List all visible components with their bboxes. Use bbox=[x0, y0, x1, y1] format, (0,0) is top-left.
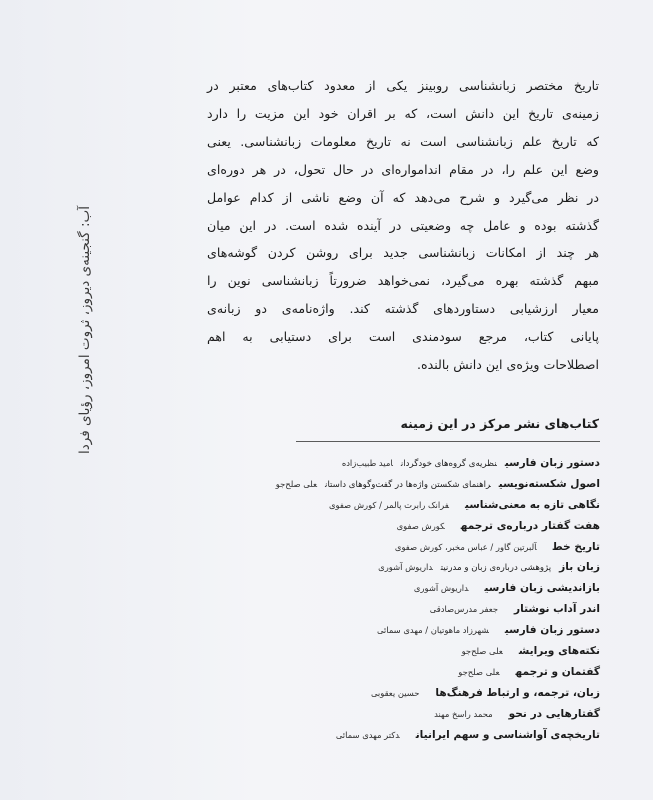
paragraph-line: زمینه‌ی تاریخ این دانش است، که بر اقران خود این مزیت را دارد bbox=[207, 105, 599, 121]
book-author: کورش صفوی bbox=[396, 520, 445, 531]
book-title: تاریخچه‌ی آواشناسی و سهم ایرانیان bbox=[415, 728, 600, 741]
paragraph-line: هر چند از امکانات زبانشناسی جدید برای روشن کردن گوشه‌های bbox=[207, 245, 599, 261]
book-item bbox=[240, 599, 600, 620]
book-item bbox=[240, 495, 600, 516]
section-heading: کتاب‌های نشر مرکز در این زمینه bbox=[400, 416, 599, 431]
book-item bbox=[240, 620, 600, 641]
book-author: علی صلح‌جو bbox=[458, 666, 500, 677]
book-title: اصول شکسته‌نویسی bbox=[498, 477, 600, 490]
book-item bbox=[240, 641, 600, 662]
book-title: اندر آداب نوشتار bbox=[514, 603, 600, 616]
spine-tagline: آب: گنجینه‌ی دیروز، ثروت امروز، رؤیای فردا bbox=[77, 206, 93, 454]
book-author: فرانک رابرت پالمر / کورش صفوی bbox=[328, 499, 449, 510]
paragraph-line: گذشته بوده و عامل چه وضعیتی در آینده شده است. در این میان bbox=[207, 217, 599, 233]
book-author: داریوش آشوری bbox=[413, 583, 469, 594]
book-list bbox=[240, 453, 600, 745]
paragraph-line: وضع این علم را، در مقام اندامواره‌ای در حال تحول، در هر دوره‌ای bbox=[207, 161, 599, 177]
heading-divider bbox=[296, 441, 600, 442]
description-paragraph bbox=[207, 72, 599, 379]
book-author: آلبرتین گاور / عباس مخبر، کورش صفوی bbox=[394, 541, 537, 552]
book-title: گفتارهایی در نحو bbox=[508, 707, 600, 720]
paragraph-line: تاریخ مختصر زبانشناسی روبینز یکی از معدود کتاب‌های معتبر در bbox=[207, 78, 599, 93]
book-author: جعفر مدرس‌صادقی bbox=[429, 604, 498, 615]
book-author: دکتر مهدی سمائی bbox=[335, 729, 400, 740]
book-title: تاریخ خط bbox=[552, 540, 600, 553]
book-title: نگاهی تازه به معنی‌شناسی bbox=[465, 498, 600, 511]
book-title: هفت گفتار درباره‌ی ترجمه bbox=[460, 519, 600, 532]
book-item bbox=[240, 578, 600, 599]
book-item bbox=[240, 683, 600, 704]
book-item bbox=[240, 662, 600, 683]
book-author: امید طبیب‌زاده bbox=[341, 458, 393, 468]
book-author: محمد راسخ مهند bbox=[434, 708, 493, 719]
book-title: زبان، ترجمه، و ارتباط فرهنگ‌ها bbox=[435, 686, 600, 699]
paragraph-line: اصطلاحات ویژه‌ی این دانش بالنده. bbox=[417, 357, 599, 373]
paragraph-line: که تاریخ علم زبانشناسی است نه تاریخ معلومات زبانشناسی. یعنی bbox=[207, 133, 599, 149]
book-title: بازاندیشی زبان فارسی bbox=[484, 582, 600, 595]
book-title: زبان باز bbox=[559, 561, 600, 574]
book-title: دستور زبان فارسی bbox=[504, 624, 600, 637]
book-item bbox=[240, 557, 600, 578]
book-author: علی صلح‌جو bbox=[275, 478, 318, 489]
book-item bbox=[240, 474, 600, 495]
book-item bbox=[240, 725, 600, 746]
book-subtitle: راهنمای شکستن واژه‌ها در گفت‌وگوهای داستان bbox=[325, 479, 491, 490]
book-title: دستور زبان فارسی bbox=[504, 457, 600, 469]
book-item bbox=[240, 453, 600, 474]
book-author: علی صلح‌جو bbox=[461, 646, 503, 657]
book-author: حسین یعقوبی bbox=[370, 687, 420, 698]
paragraph-line: معیار ارزشیابی دستاوردهای گذشته کند. واژه‌نامه‌ی دو زبانه‌ی bbox=[207, 301, 599, 317]
book-subtitle: نظریه‌ی گروه‌های خودگردان bbox=[400, 459, 497, 469]
book-author: شهرزاد ماهوتیان / مهدی سمائی bbox=[376, 625, 489, 636]
paragraph-line: در نظر می‌گیرد و شرح می‌دهد که آن وضع ناشی از کدام عوامل bbox=[207, 189, 599, 205]
book-item bbox=[240, 516, 600, 537]
book-item bbox=[240, 537, 600, 558]
book-subtitle: پژوهشی درباره‌ی زبان و مدرنیت bbox=[440, 563, 552, 574]
book-title: نکته‌های ویرایش bbox=[518, 645, 600, 658]
book-author: داریوش آشوری bbox=[378, 562, 433, 573]
paragraph-line: پایانی کتاب، مرجع سودمندی است برای دستیابی به اهم bbox=[207, 329, 599, 345]
paragraph-line: مبهم گذشته بهره می‌گیرد، نمی‌خواهد ضرورتاً زبانشناسی نوین را bbox=[207, 273, 599, 289]
book-title: گفتمان و ترجمه bbox=[515, 665, 600, 678]
book-item bbox=[240, 704, 600, 725]
